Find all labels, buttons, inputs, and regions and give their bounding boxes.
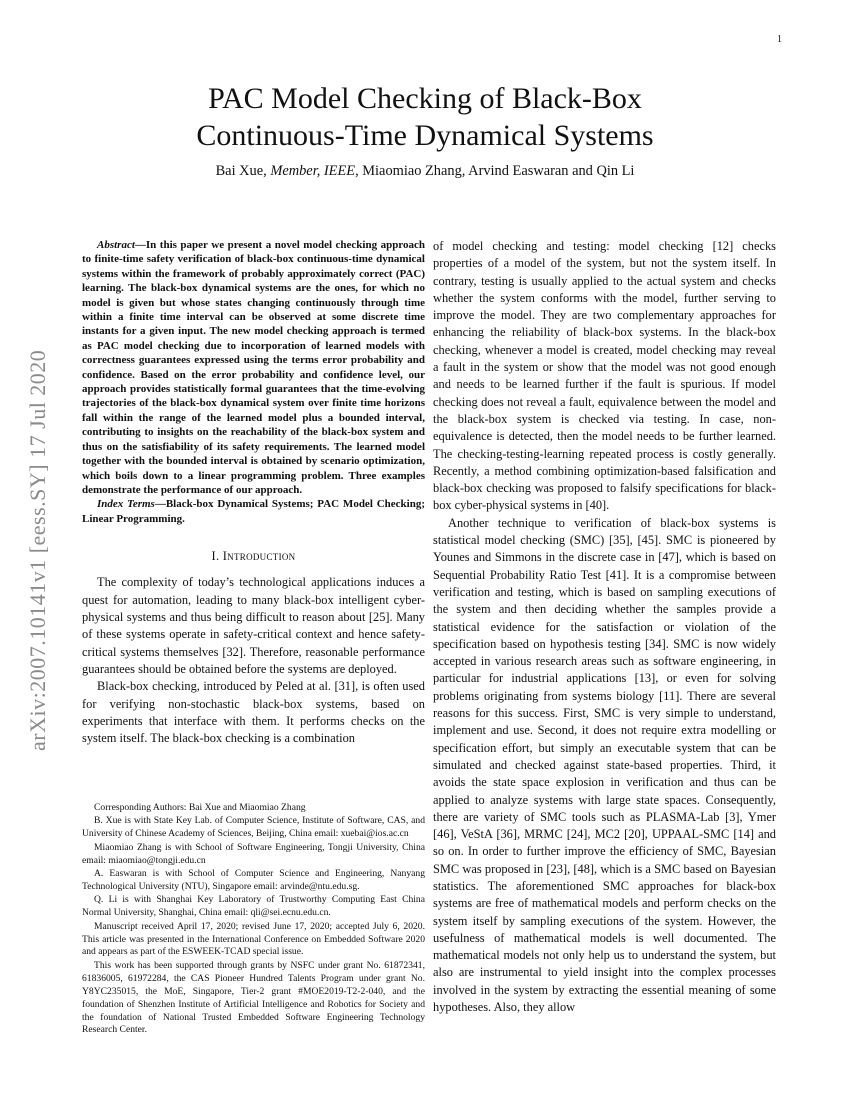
abstract — [82, 238, 425, 497]
author-membership: Member, IEEE — [270, 163, 356, 179]
arxiv-identifier-stamp: arXiv:2007.10141v1 [eess.SY] 17 Jul 2020 — [25, 349, 50, 751]
right-column — [433, 238, 776, 1016]
section-title: Introduction — [222, 549, 296, 564]
footnote: Q. Li is with Shanghai Key Laboratory of Trustworthy Computing East China Normal University, Shanghai, China email: qli@sei.ecnu.edu.cn. — [82, 894, 425, 919]
footnote: B. Xue is with State Key Lab. of Computer Science, Institute of Software, CAS, and University of Chinese Academy of Sciences, Beijing, China email: xuebai@ios.ac.cn — [82, 815, 425, 840]
footnote: Miaomiao Zhang is with School of Software Engineering, Tongji University, China email: miaomiao@tongji.edu.cn — [82, 841, 425, 866]
right-paragraph-2: Another technique to verification of black-box systems is statistical model checking (SMC) [35], [45]. SMC is pioneered by Younes and Simmons in the discrete case in [47], which is based on Sequential Probability Ratio Test [41]. It is a compromise between verification and testing, which is based on sampling executions of the system and then deciding whether the samples provide a statistical evidence for the satisfaction or violation of the specification based on hypothesis testing [34]. SMC is now widely accepted in various research areas such as software engineering, in particular for industrial applications [13], or even for solving problems originating from systems biology [11]. There are several reasons for this success. First, SMC is very simple to understand, implement and use. Second, it does not require extra modelling or specification effort, but simply an executable system that can be simulated and checked against state-based properties. Third, it avoids the state space explosion in verification and thus can be applied to analyze systems with large state spaces. Consequently, there are variety of SMC tools such as PLASMA-Lab [3], Ymer [46], VeStA [36], MRMC [24], MC2 [20], UPPAAL-SMC [14] and so on. In order to further improve the efficiency of SMC, Bayesian SMC was proposed in [23], [48], which is a SMC based on Bayesian statistics. The aforementioned SMC approaches for black-box systems are free of mathematical models and perform checks on the system itself by sampling executions of the system. However, the usefulness of mathematical models is well documented. The mathematical models not only help us to understand the system, but also are instrumental to yield insight into the complex processes involved in the system by extracting the essential meaning of some hypotheses. Also, they allow — [433, 515, 776, 1015]
title-line-1: PAC Model Checking of Black-Box — [208, 82, 642, 115]
right-paragraph-1: of model checking and testing: model checking [12] checks properties of a model of the system, but not the system itself. In contrary, testing is usually applied to the actual system and checks whether the system conforms with the model, further serving to improve the model. They are two complementary approaches for enhancing the reliability of black-box systems. In the black-box checking, whenever a model is created, model checking may reveal a fault in the system or show that the model was not good enough and needs to be learned further if the fault is spurious. If model checking does not reveal a fault, equivalence between the model and the black-box system is checked via testing. In case, non-equivalence is detected, then the model needs to be further learned. The checking-testing-learning repeated process is costly generally. Recently, a method combining optimization-based falsification and black-box checking was proposed to falsify specifications for black-box cyber-physical systems in [40]. — [433, 239, 776, 513]
left-column — [82, 238, 425, 747]
footnote: This work has been supported through grants by NSFC under grant No. 61872341, 61836005, 61972284, the CAS Pioneer Hundred Talents Program under grant No. Y8YC235015, the MoE, Singapore, Tier-2 grant #MOE2019-T2-2-040, and the foundation of Shenzhen Institute of Artificial Intelligence and Robotics for Society and the foundation of National Trusted Embedded Software Engineering Technology Research Center. — [82, 959, 425, 1036]
footnote: Corresponding Authors: Bai Xue and Miaomiao Zhang — [94, 802, 306, 813]
author-first: Bai Xue, — [215, 163, 271, 179]
section-heading — [82, 548, 425, 565]
abstract-label: Abstract — [97, 239, 135, 251]
page-number: 1 — [777, 34, 782, 45]
paper-title — [80, 80, 770, 154]
section-number: I. — [211, 549, 223, 564]
footnote: Manuscript received April 17, 2020; revised June 17, 2020; accepted July 6, 2020. This article was presented in the International Conference on Embedded Software 2020 and appears as part of the ESWEEK-TCAD special issue. — [82, 920, 425, 958]
footnotes — [82, 802, 425, 1038]
author-list — [80, 163, 770, 180]
intro-paragraph-1: The complexity of today’s technological applications induces a quest for automation, leading to many black-box intelligent cyber-physical systems and thus being difficult to reason about [25]. Many of these systems operate in safety-critical context and hence safety-critical systems themselves [32]. Therefore, reasonable performance guarantees should be obtained before the systems are deployed. — [82, 575, 425, 676]
title-line-2: Continuous-Time Dynamical Systems — [196, 119, 654, 152]
index-terms-label: Index Terms — [97, 498, 155, 511]
abstract-body: —In this paper we present a novel model checking approach to finite-time safety verification of black-box continuous-time dynamical systems within the framework of probably approximately correct (PAC) learning. The black-box dynamical systems are the ones, for which no model is given but whose states changing continuously through time within a finite time interval can be observed at some discrete time instants for a given input. The new model checking approach is termed as PAC model checking due to incorporation of learned models with correctness guarantees expressed using the terms error probability and confidence. Based on the error probability and confidence level, our approach provides statistically formal guarantees that the time-evolving trajectories of the black-box dynamical system over finite time horizons fall within the range of the learned model plus a bounded interval, contributing to insights on the reachability of the black-box system and thus on the satisfiability of its safety requirements. The learned model together with the bounded interval is obtained by scenario optimization, which boils down to a linear programming problem. Three examples demonstrate the performance of our approach. — [82, 239, 425, 496]
index-terms — [82, 497, 425, 526]
author-rest: , Miaomiao Zhang, Arvind Easwaran and Qin Li — [355, 163, 635, 179]
intro-paragraph-2: Black-box checking, introduced by Peled at al. [31], is often used for verifying non-stochastic black-box systems, based on experiments that interface with them. It performs checks on the system itself. The black-box checking is a combination — [82, 679, 425, 746]
footnote: A. Easwaran is with School of Computer Science and Engineering, Nanyang Technological University (NTU), Singapore email: arvinde@ntu.edu.sg. — [82, 868, 425, 892]
index-terms-body: —Black-box Dynamical Systems; PAC Model Checking; Linear Programming. — [82, 498, 425, 525]
